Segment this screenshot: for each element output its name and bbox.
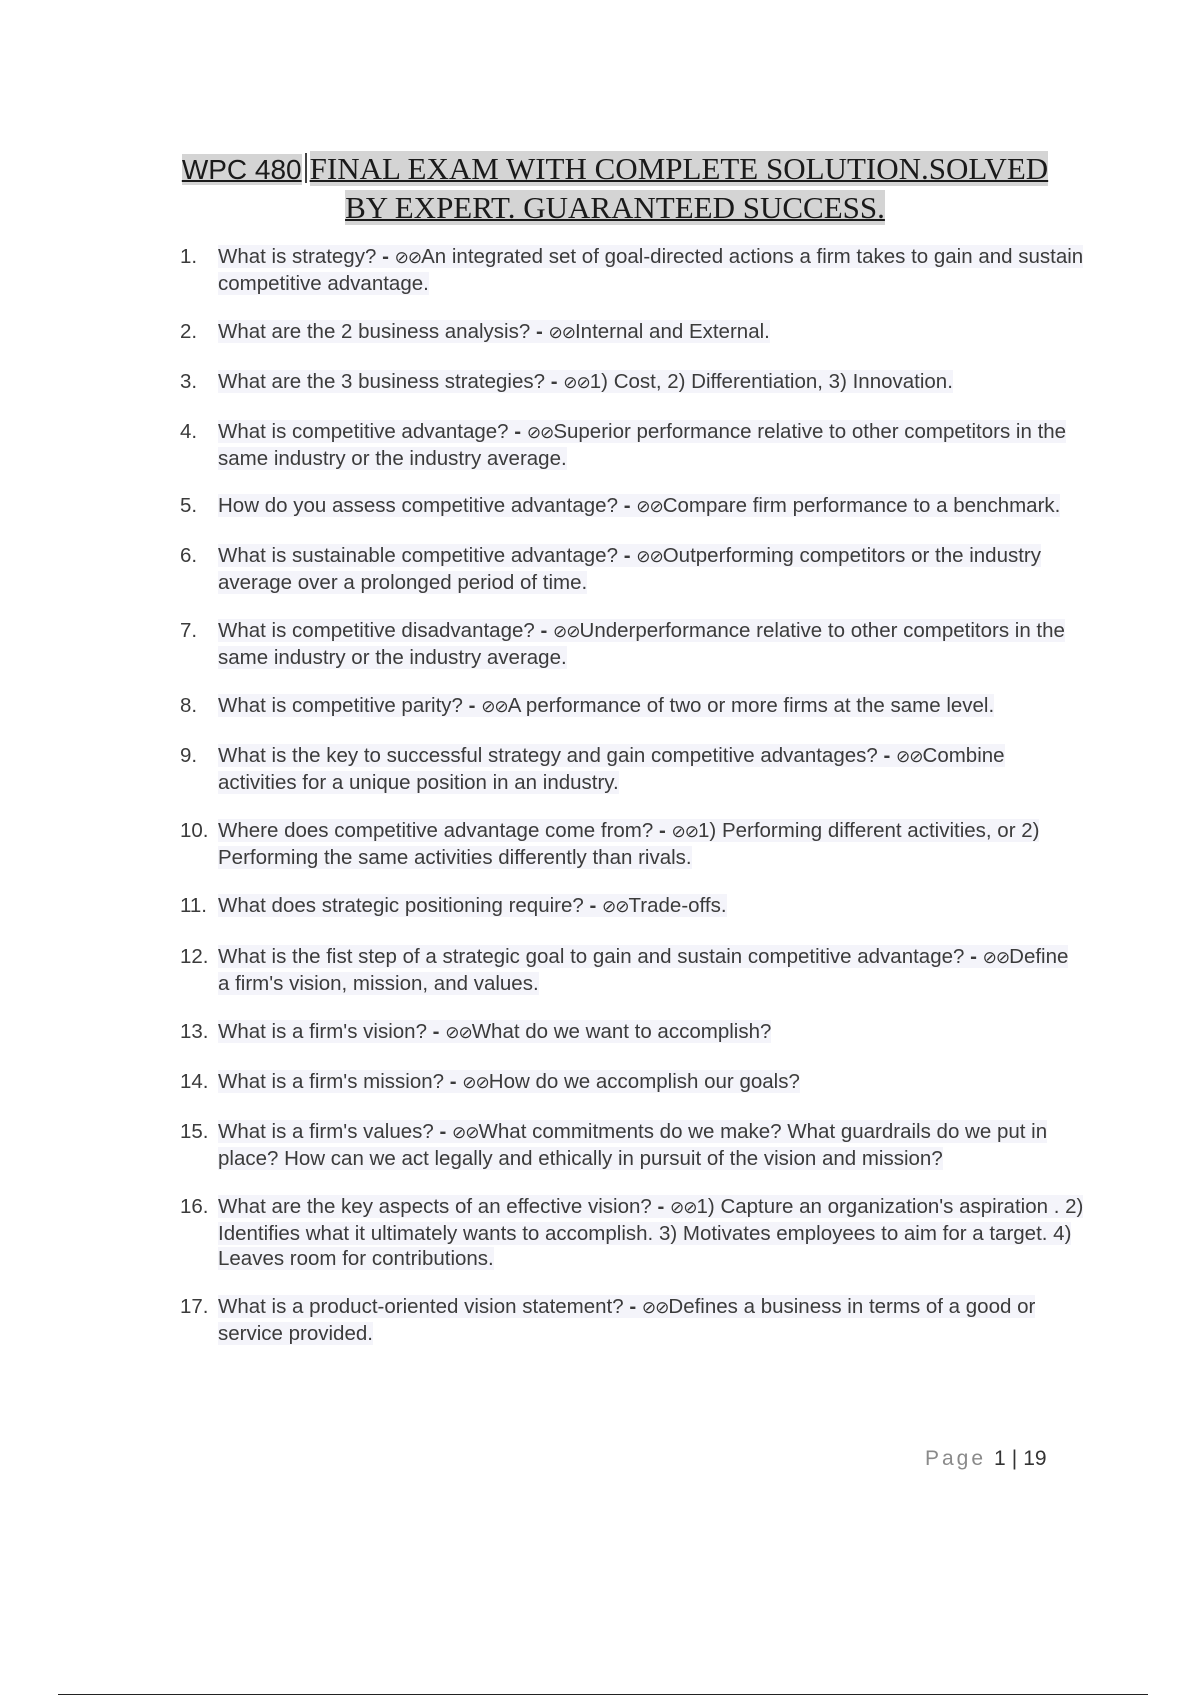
double-check-icon: ⊘⊘ [548,323,575,343]
page-number: 1 [994,1447,1006,1470]
question: What is a product-oriented vision statement? [218,1295,624,1318]
answer-separator: - [382,245,389,268]
double-check-icon: ⊘⊘ [982,948,1010,968]
question-text [218,370,953,393]
question-number: 4. [180,420,198,443]
answer-separator: - [540,619,548,642]
question-text [218,1295,1035,1345]
question-text [218,744,1005,794]
question-item [180,419,1085,471]
answer: Trade-offs. [628,894,727,917]
question: What are the key aspects of an effective vision? [218,1195,652,1218]
question: What is a firm's vision? [218,1020,427,1043]
answer: An integrated set of goal-directed actions a firm takes to gain and sustain competitive advantage. [218,245,1084,295]
answer-separator: - [449,1070,457,1093]
question: What is strategy? [218,245,377,268]
answer: 1) Cost, 2) Differentiation, 3) Innovation. [589,370,953,393]
question: What is sustainable competitive advantage? [218,544,618,567]
question-text [218,619,1065,669]
question-item [180,543,1085,595]
question: How do you assess competitive advantage? [218,494,618,517]
question: Where does competitive advantage come from? [218,819,654,842]
document-title [150,150,1080,227]
answer-separator: - [657,1195,665,1218]
page-footer [925,1447,1047,1471]
answer: How do we accomplish our goals? [488,1070,800,1093]
question-item [180,493,1085,520]
question-text [218,1195,1083,1270]
question-item [180,893,1085,920]
double-check-icon: ⊘⊘ [394,248,422,268]
question-number: 8. [180,694,198,717]
question-number: 10. [180,819,209,842]
page-divider: | [1011,1447,1018,1470]
question-item [180,944,1085,996]
answer: What do we want to accomplish? [471,1020,772,1043]
double-check-icon: ⊘⊘ [526,423,554,443]
answer-separator: - [623,544,631,567]
double-check-icon: ⊘⊘ [452,1123,479,1143]
question-item [180,244,1085,296]
double-check-icon: ⊘⊘ [602,897,629,917]
answer-separator: - [439,1120,447,1143]
question-text [218,1020,771,1043]
double-check-icon: ⊘⊘ [636,547,663,567]
question-text [218,245,1083,295]
question-item [180,1019,1085,1046]
question-item [180,319,1085,346]
double-check-icon: ⊘⊘ [641,1298,669,1318]
text-cursor [305,153,307,183]
page-total: 19 [1023,1447,1047,1470]
answer: Underperformance relative to other competitors in the same industry or the industry average. [218,619,1065,669]
double-check-icon: ⊘⊘ [670,1198,697,1218]
answer-separator: - [629,1295,637,1318]
title-course-code: WPC 480 [181,154,302,185]
page-label: Page [925,1447,987,1470]
question-text [218,544,1041,594]
answer-separator: - [432,1020,440,1043]
title-line-1: FINAL EXAM WITH COMPLETE SOLUTION.SOLVED [309,151,1049,186]
double-check-icon: ⊘⊘ [896,747,923,767]
question-text [218,320,770,343]
question-text [218,819,1039,869]
answer-separator: - [589,894,597,917]
double-check-icon: ⊘⊘ [445,1023,472,1043]
double-check-icon: ⊘⊘ [553,622,580,642]
question-number: 1. [180,245,198,268]
question-text [218,1120,1047,1170]
answer-separator: - [468,694,476,717]
question: What are the 3 business strategies? [218,370,546,393]
answer-separator: - [883,744,891,767]
title-line-2: BY EXPERT. GUARANTEED SUCCESS. [345,190,885,225]
question-number: 16. [180,1195,209,1218]
question-number: 13. [180,1020,209,1043]
question-number: 9. [180,744,198,767]
double-check-icon: ⊘⊘ [563,373,590,393]
question-text [218,694,994,717]
question: What is a firm's mission? [218,1070,445,1093]
double-check-icon: ⊘⊘ [636,497,663,517]
question-number: 17. [180,1295,209,1318]
question-number: 6. [180,544,198,567]
double-check-icon: ⊘⊘ [462,1073,489,1093]
question-text [218,420,1066,470]
question-item [180,818,1085,870]
answer: 1) Capture an organization's aspiration . 2) Identifies what it ultimately wants to accomplish. 3) Motivates employees to aim for a target. 4) Leaves room for contributions. [218,1195,1084,1270]
question: What is competitive advantage? [218,420,509,443]
answer-separator: - [623,494,631,517]
question-number: 7. [180,619,198,642]
answer: Defines a business in terms of a good or service provided. [218,1295,1036,1345]
answer-separator: - [514,420,522,443]
question: What is the fist step of a strategic goal to gain and sustain competitive advantage? [218,945,965,968]
answer: Internal and External. [574,320,770,343]
answer-separator: - [970,945,977,968]
answer-separator: - [658,819,666,842]
answer: Combine activities for a unique position in an industry. [218,744,1005,794]
question-list [180,244,1085,1346]
question: What is competitive parity? [218,694,463,717]
question: What is competitive disadvantage? [218,619,535,642]
answer: A performance of two or more firms at the same level. [507,694,995,717]
answer: Superior performance relative to other competitors in the same industry or the industry average. [218,420,1067,470]
question-item [180,743,1085,795]
question: What does strategic positioning require? [218,894,584,917]
double-check-icon: ⊘⊘ [481,697,508,717]
question-number: 2. [180,320,198,343]
answer: Outperforming competitors or the industry average over a prolonged period of time. [218,544,1041,594]
question-number: 15. [180,1120,209,1143]
question-item [180,693,1085,720]
answer: What commitments do we make? What guardrails do we put in place? How can we act legally and ethically in pursuit of the vision and mission? [218,1120,1048,1170]
question-text [218,1070,800,1093]
question: What is a firm's values? [218,1120,434,1143]
double-check-icon: ⊘⊘ [671,822,699,842]
answer: Define a firm's vision, mission, and values. [218,945,1069,995]
question-number: 11. [180,894,207,917]
question-item [180,1194,1085,1271]
question-item [180,1069,1085,1096]
question-item [180,618,1085,670]
bottom-rule [58,1694,1148,1695]
question-number: 12. [180,945,209,968]
answer-separator: - [535,320,543,343]
question-item [180,369,1085,396]
answer-separator: - [550,370,558,393]
answer: Compare firm performance to a benchmark. [662,494,1061,517]
question: What is the key to successful strategy and gain competitive advantages? [218,744,878,767]
question-number: 14. [180,1070,209,1093]
question-item [180,1294,1085,1346]
question-text [218,494,1060,517]
answer: 1) Performing different activities, or 2) Performing the same activities differently than rivals. [218,819,1040,869]
question: What are the 2 business analysis? [218,320,531,343]
question-item [180,1119,1085,1171]
question-number: 5. [180,494,198,517]
question-text [218,894,727,917]
question-number: 3. [180,370,198,393]
question-text [218,945,1068,995]
